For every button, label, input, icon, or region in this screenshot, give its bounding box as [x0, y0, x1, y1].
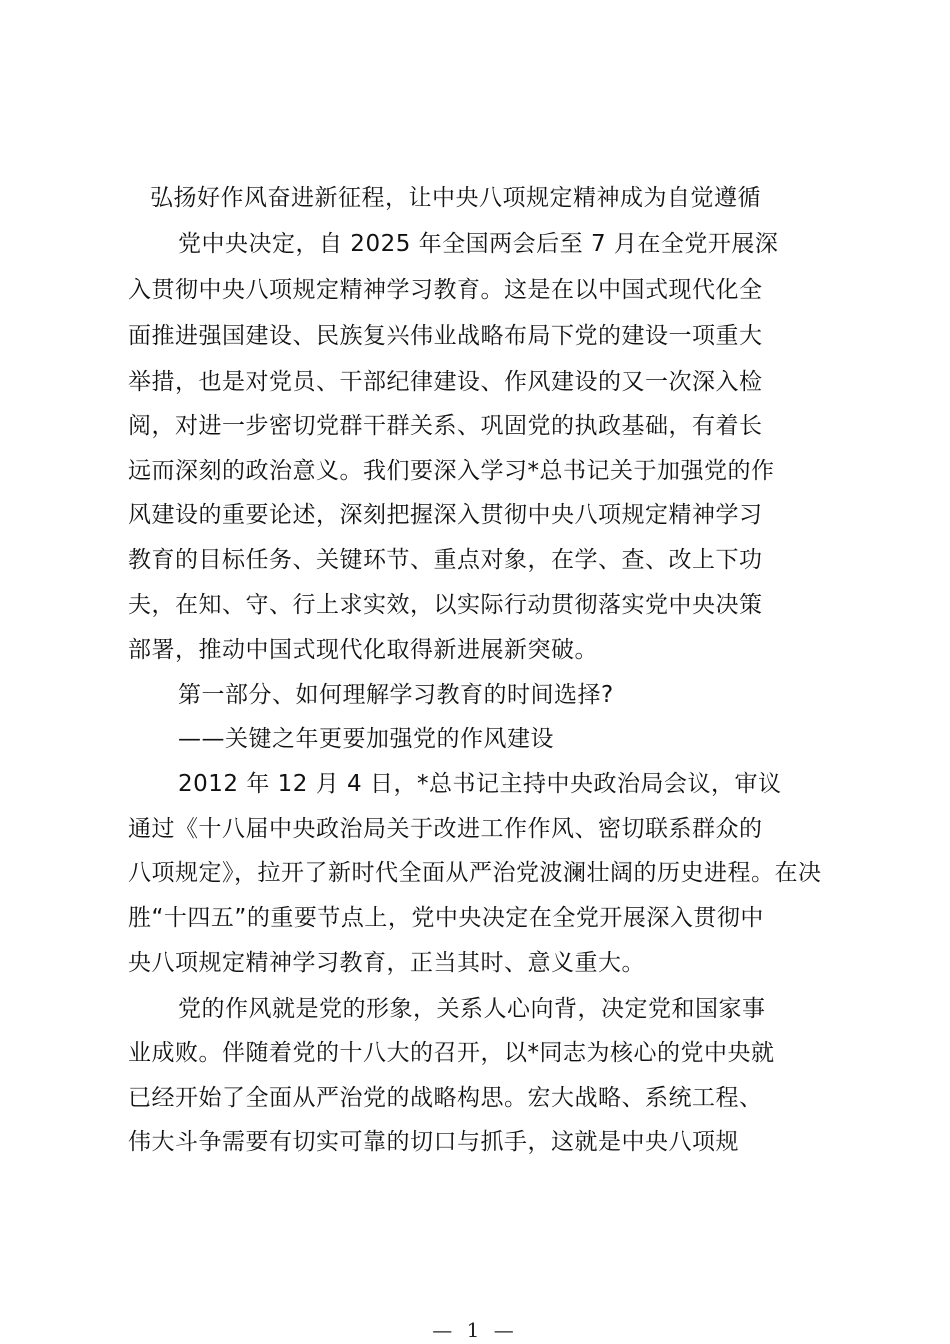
- paragraph-line: 风建设的重要论述，深刻把握深入贯彻中央八项规定精神学习: [128, 502, 763, 528]
- paragraph-line: 胜“十四五”的重要节点上，党中央决定在全党开展深入贯彻中: [128, 905, 764, 931]
- paragraph-line: 党的作风就是党的形象，关系人心向背，决定党和国家事: [178, 996, 766, 1022]
- section-heading: 第一部分、如何理解学习教育的时间选择?: [178, 682, 614, 708]
- document-title: 弘扬好作风奋进新征程，让中央八项规定精神成为自觉遵循: [150, 185, 761, 211]
- page-number: — 1 —: [432, 1318, 518, 1342]
- paragraph-line: 部署，推动中国式现代化取得新进展新突破。: [128, 637, 598, 663]
- paragraph-line: 举措，也是对党员、干部纪律建设、作风建设的又一次深入检: [128, 369, 763, 395]
- paragraph-line: 业成败。伴随着党的十八大的召开，以*同志为核心的党中央就: [128, 1040, 775, 1066]
- paragraph-line: 教育的目标任务、关键环节、重点对象，在学、查、改上下功: [128, 547, 763, 573]
- paragraph-line: 面推进强国建设、民族复兴伟业战略布局下党的建设一项重大: [128, 323, 763, 349]
- paragraph-line: 夫，在知、守、行上求实效，以实际行动贯彻落实党中央决策: [128, 592, 763, 618]
- paragraph-line: 央八项规定精神学习教育，正当其时、意义重大。: [128, 950, 645, 976]
- section-subheading: ——关键之年更要加强党的作风建设: [178, 726, 554, 752]
- paragraph-line: 已经开始了全面从严治党的战略构思。宏大战略、系统工程、: [128, 1085, 763, 1111]
- paragraph-line: 伟大斗争需要有切实可靠的切口与抓手，这就是中央八项规: [128, 1129, 739, 1155]
- paragraph-line: 通过《十八届中央政治局关于改进工作作风、密切联系群众的: [128, 816, 763, 842]
- paragraph-line: 党中央决定，自 2025 年全国两会后至 7 月在全党开展深: [178, 231, 779, 257]
- paragraph-line: 入贯彻中央八项规定精神学习教育。这是在以中国式现代化全: [128, 277, 763, 303]
- paragraph-line: 2012 年 12 月 4 日，*总书记主持中央政治局会议，审议: [178, 771, 782, 797]
- paragraph-line: 阅，对进一步密切党群干群关系、巩固党的执政基础，有着长: [128, 413, 763, 439]
- paragraph-line: 八项规定》，拉开了新时代全面从严治党波澜壮阔的历史进程。在决: [128, 860, 822, 886]
- paragraph-line: 远而深刻的政治意义。我们要深入学习*总书记关于加强党的作: [128, 458, 775, 484]
